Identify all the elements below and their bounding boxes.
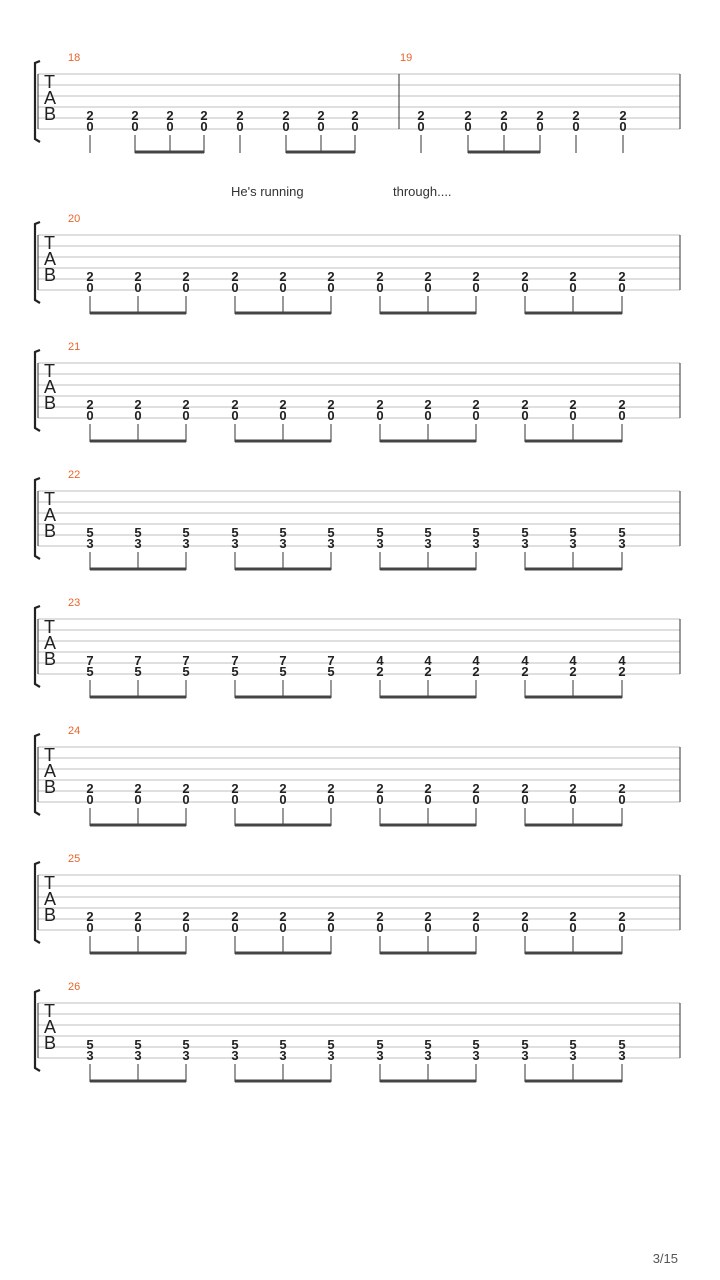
tab-clef-letter: A	[44, 377, 57, 397]
fret-number: 2	[521, 781, 529, 796]
tab-clef-letter: A	[44, 249, 57, 269]
fret-number: 2	[327, 397, 335, 412]
fret-number: 4	[424, 653, 432, 668]
fret-number: 3	[327, 536, 335, 551]
fret-number: 0	[619, 119, 627, 134]
fret-number: 5	[327, 664, 335, 679]
fret-number: 2	[200, 108, 208, 123]
fret-number: 5	[182, 525, 190, 540]
fret-number: 0	[86, 119, 94, 134]
tab-clef-letter: T	[44, 72, 55, 92]
fret-number: 2	[376, 664, 384, 679]
fret-number: 5	[424, 525, 432, 540]
fret-number: 5	[279, 664, 287, 679]
fret-number: 0	[231, 280, 239, 295]
fret-number: 2	[327, 269, 335, 284]
measure-number: 18	[68, 52, 81, 64]
fret-number: 5	[618, 1037, 626, 1052]
fret-number: 3	[424, 1048, 432, 1063]
fret-number: 4	[569, 653, 577, 668]
fret-number: 2	[236, 108, 244, 123]
fret-number: 0	[134, 408, 142, 423]
fret-number: 2	[182, 269, 190, 284]
fret-number: 7	[86, 653, 94, 668]
fret-number: 2	[279, 781, 287, 796]
fret-number: 3	[327, 1048, 335, 1063]
fret-number: 2	[134, 909, 142, 924]
fret-number: 2	[521, 664, 529, 679]
fret-number: 7	[231, 653, 239, 668]
fret-number: 5	[279, 525, 287, 540]
fret-number: 3	[521, 1048, 529, 1063]
fret-number: 5	[569, 1037, 577, 1052]
fret-number: 2	[86, 397, 94, 412]
tab-clef-letter: B	[44, 649, 57, 669]
fret-number: 5	[231, 1037, 239, 1052]
fret-number: 3	[376, 1048, 384, 1063]
fret-number: 3	[472, 536, 480, 551]
fret-number: 2	[182, 397, 190, 412]
staff-system	[35, 341, 680, 442]
fret-number: 0	[521, 408, 529, 423]
fret-number: 2	[572, 108, 580, 123]
fret-number: 0	[182, 408, 190, 423]
fret-number: 2	[569, 909, 577, 924]
measure-number: 24	[68, 725, 81, 737]
fret-number: 0	[231, 792, 239, 807]
fret-number: 2	[521, 397, 529, 412]
fret-number: 0	[472, 920, 480, 935]
fret-number: 2	[231, 781, 239, 796]
fret-number: 0	[572, 119, 580, 134]
fret-number: 3	[182, 536, 190, 551]
fret-number: 3	[376, 536, 384, 551]
fret-number: 5	[134, 1037, 142, 1052]
fret-number: 0	[569, 408, 577, 423]
tab-clef-letter: A	[44, 505, 57, 525]
tab-clef-letter: T	[44, 1001, 55, 1021]
measure-number: 25	[68, 853, 81, 865]
fret-number: 2	[134, 269, 142, 284]
tab-clef-letter: B	[44, 265, 57, 285]
fret-number: 2	[86, 781, 94, 796]
fret-number: 3	[279, 1048, 287, 1063]
staff-system	[35, 725, 680, 826]
fret-number: 2	[569, 397, 577, 412]
tab-clef-letter: B	[44, 905, 57, 925]
fret-number: 7	[279, 653, 287, 668]
staff-system	[35, 597, 680, 698]
fret-number: 2	[569, 269, 577, 284]
fret-number: 3	[521, 536, 529, 551]
fret-number: 5	[472, 525, 480, 540]
fret-number: 3	[231, 1048, 239, 1063]
fret-number: 5	[376, 525, 384, 540]
fret-number: 3	[134, 1048, 142, 1063]
fret-number: 0	[618, 408, 626, 423]
measure-number: 21	[68, 341, 81, 353]
fret-number: 0	[618, 792, 626, 807]
fret-number: 3	[86, 1048, 94, 1063]
tab-clef-letter: T	[44, 489, 55, 509]
staff-system	[35, 52, 680, 153]
fret-number: 0	[376, 408, 384, 423]
fret-number: 2	[569, 664, 577, 679]
fret-number: 2	[182, 781, 190, 796]
fret-number: 0	[236, 119, 244, 134]
fret-number: 2	[279, 909, 287, 924]
tab-clef-letter: A	[44, 1017, 57, 1037]
fret-number: 3	[569, 536, 577, 551]
fret-number: 0	[351, 119, 359, 134]
fret-number: 5	[86, 1037, 94, 1052]
measure-number: 23	[68, 597, 81, 609]
fret-number: 0	[376, 280, 384, 295]
measure-number: 26	[68, 981, 81, 993]
fret-number: 0	[424, 408, 432, 423]
fret-number: 2	[618, 781, 626, 796]
fret-number: 2	[134, 397, 142, 412]
lyric-2: through....	[393, 184, 452, 199]
fret-number: 2	[500, 108, 508, 123]
fret-number: 4	[521, 653, 529, 668]
fret-number: 2	[472, 909, 480, 924]
fret-number: 0	[464, 119, 472, 134]
tab-clef-letter: T	[44, 617, 55, 637]
fret-number: 3	[182, 1048, 190, 1063]
fret-number: 4	[376, 653, 384, 668]
fret-number: 0	[86, 920, 94, 935]
fret-number: 5	[472, 1037, 480, 1052]
fret-number: 0	[327, 792, 335, 807]
fret-number: 0	[166, 119, 174, 134]
fret-number: 3	[472, 1048, 480, 1063]
fret-number: 2	[134, 781, 142, 796]
fret-number: 2	[376, 269, 384, 284]
tab-clef-letter: A	[44, 88, 57, 108]
fret-number: 2	[618, 664, 626, 679]
measure-number: 20	[68, 213, 81, 225]
fret-number: 3	[618, 536, 626, 551]
fret-number: 7	[182, 653, 190, 668]
fret-number: 0	[86, 280, 94, 295]
fret-number: 3	[569, 1048, 577, 1063]
fret-number: 2	[376, 781, 384, 796]
fret-number: 0	[327, 920, 335, 935]
fret-number: 5	[231, 525, 239, 540]
fret-number: 2	[279, 397, 287, 412]
fret-number: 2	[424, 664, 432, 679]
tab-clef-letter: A	[44, 761, 57, 781]
fret-number: 2	[464, 108, 472, 123]
fret-number: 0	[521, 920, 529, 935]
fret-number: 0	[134, 792, 142, 807]
fret-number: 0	[134, 920, 142, 935]
tab-clef-letter: B	[44, 393, 57, 413]
tab-clef-letter: B	[44, 104, 57, 124]
fret-number: 3	[86, 536, 94, 551]
fret-number: 2	[472, 781, 480, 796]
fret-number: 5	[521, 525, 529, 540]
fret-number: 0	[500, 119, 508, 134]
fret-number: 2	[472, 269, 480, 284]
staff-system	[35, 469, 680, 570]
fret-number: 3	[279, 536, 287, 551]
fret-number: 0	[618, 920, 626, 935]
fret-number: 2	[424, 269, 432, 284]
fret-number: 2	[376, 909, 384, 924]
staff-system	[35, 213, 680, 314]
tab-clef-letter: B	[44, 777, 57, 797]
fret-number: 2	[424, 397, 432, 412]
fret-number: 5	[182, 664, 190, 679]
fret-number: 0	[182, 280, 190, 295]
fret-number: 5	[424, 1037, 432, 1052]
fret-number: 0	[86, 408, 94, 423]
fret-number: 0	[569, 920, 577, 935]
tab-clef-letter: A	[44, 889, 57, 909]
fret-number: 2	[231, 269, 239, 284]
fret-number: 2	[569, 781, 577, 796]
fret-number: 0	[521, 792, 529, 807]
staff-system	[35, 981, 680, 1082]
fret-number: 0	[279, 792, 287, 807]
fret-number: 2	[282, 108, 290, 123]
fret-number: 0	[282, 119, 290, 134]
fret-number: 4	[618, 653, 626, 668]
fret-number: 0	[231, 408, 239, 423]
fret-number: 5	[134, 525, 142, 540]
staff-system	[35, 853, 680, 954]
fret-number: 2	[424, 781, 432, 796]
fret-number: 0	[417, 119, 425, 134]
fret-number: 0	[279, 280, 287, 295]
fret-number: 0	[376, 792, 384, 807]
fret-number: 3	[231, 536, 239, 551]
fret-number: 2	[327, 909, 335, 924]
fret-number: 5	[327, 525, 335, 540]
fret-number: 2	[317, 108, 325, 123]
fret-number: 2	[86, 269, 94, 284]
tab-clef-letter: T	[44, 233, 55, 253]
fret-number: 0	[536, 119, 544, 134]
fret-number: 2	[231, 909, 239, 924]
fret-number: 2	[472, 664, 480, 679]
fret-number: 0	[472, 792, 480, 807]
fret-number: 7	[327, 653, 335, 668]
fret-number: 2	[86, 108, 94, 123]
fret-number: 0	[618, 280, 626, 295]
fret-number: 0	[327, 408, 335, 423]
fret-number: 5	[327, 1037, 335, 1052]
fret-number: 0	[569, 792, 577, 807]
fret-number: 0	[134, 280, 142, 295]
fret-number: 2	[618, 269, 626, 284]
fret-number: 2	[231, 397, 239, 412]
fret-number: 0	[327, 280, 335, 295]
fret-number: 2	[86, 909, 94, 924]
fret-number: 2	[536, 108, 544, 123]
fret-number: 3	[424, 536, 432, 551]
tab-clef-letter: T	[44, 873, 55, 893]
fret-number: 5	[134, 664, 142, 679]
fret-number: 2	[376, 397, 384, 412]
fret-number: 2	[619, 108, 627, 123]
fret-number: 0	[182, 792, 190, 807]
fret-number: 0	[376, 920, 384, 935]
fret-number: 2	[618, 397, 626, 412]
fret-number: 0	[317, 119, 325, 134]
fret-number: 2	[166, 108, 174, 123]
lyric-1: He's running	[231, 184, 304, 199]
tab-clef-letter: T	[44, 745, 55, 765]
fret-number: 0	[279, 408, 287, 423]
tab-clef-letter: B	[44, 521, 57, 541]
fret-number: 5	[569, 525, 577, 540]
fret-number: 0	[424, 920, 432, 935]
measure-number: 19	[400, 52, 413, 64]
fret-number: 2	[424, 909, 432, 924]
fret-number: 0	[131, 119, 139, 134]
tab-clef-letter: A	[44, 633, 57, 653]
tab-clef-letter: B	[44, 1033, 57, 1053]
fret-number: 3	[618, 1048, 626, 1063]
fret-number: 5	[231, 664, 239, 679]
fret-number: 0	[231, 920, 239, 935]
fret-number: 0	[472, 408, 480, 423]
fret-number: 0	[279, 920, 287, 935]
fret-number: 2	[618, 909, 626, 924]
fret-number: 5	[86, 664, 94, 679]
fret-number: 0	[200, 119, 208, 134]
fret-number: 5	[182, 1037, 190, 1052]
fret-number: 5	[521, 1037, 529, 1052]
fret-number: 5	[376, 1037, 384, 1052]
fret-number: 2	[327, 781, 335, 796]
fret-number: 2	[521, 269, 529, 284]
fret-number: 0	[521, 280, 529, 295]
measure-number: 22	[68, 469, 81, 481]
fret-number: 2	[417, 108, 425, 123]
fret-number: 0	[472, 280, 480, 295]
fret-number: 3	[134, 536, 142, 551]
fret-number: 0	[569, 280, 577, 295]
fret-number: 0	[86, 792, 94, 807]
page-number: 3/15	[652, 1251, 678, 1266]
fret-number: 5	[618, 525, 626, 540]
fret-number: 5	[86, 525, 94, 540]
fret-number: 0	[424, 792, 432, 807]
tab-clef-letter: T	[44, 361, 55, 381]
fret-number: 7	[134, 653, 142, 668]
fret-number: 2	[279, 269, 287, 284]
fret-number: 4	[472, 653, 480, 668]
fret-number: 0	[424, 280, 432, 295]
fret-number: 2	[521, 909, 529, 924]
fret-number: 5	[279, 1037, 287, 1052]
fret-number: 2	[131, 108, 139, 123]
fret-number: 2	[351, 108, 359, 123]
fret-number: 2	[472, 397, 480, 412]
fret-number: 2	[182, 909, 190, 924]
fret-number: 0	[182, 920, 190, 935]
